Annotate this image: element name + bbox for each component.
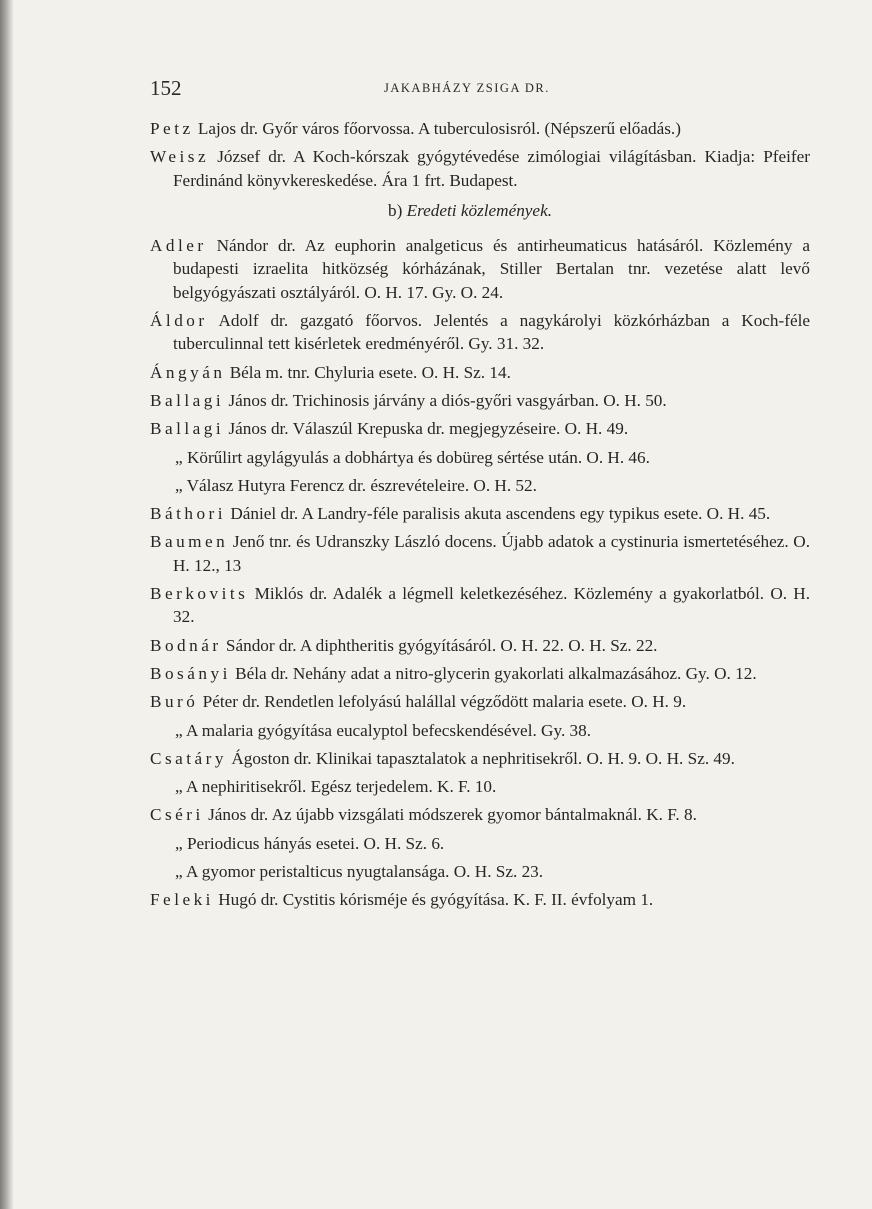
entry-author: Berkovits xyxy=(150,584,249,604)
bibliography-entry-ditto xyxy=(150,474,810,497)
ditto-mark: „ xyxy=(175,720,183,740)
bibliography-entry xyxy=(150,582,810,629)
entry-text: Ágoston dr. Klinikai tapasztalatok a nephritisekről. O. H. 9. O. H. Sz. 49. xyxy=(227,748,735,768)
ditto-mark: „ xyxy=(175,833,183,853)
entry-text: János dr. Az újabb vizsgálati módszerek gyomor bántalmaknál. K. F. 8. xyxy=(203,805,697,825)
bibliography-entry xyxy=(150,502,810,525)
bibliography-entry-ditto xyxy=(150,446,810,469)
entry-author: Ballagi xyxy=(150,390,225,410)
bibliography-entry xyxy=(150,634,810,657)
entry-text: A nephiritisekről. Egész terjedelem. K. F. 10. xyxy=(182,777,497,797)
entry-author: Ballagi xyxy=(150,419,225,439)
bibliography-entry-ditto xyxy=(150,775,810,798)
entry-text: Béla m. tnr. Chyluria esete. O. H. Sz. 14. xyxy=(225,362,511,382)
page-header xyxy=(150,76,810,100)
bibliography-entry-ditto xyxy=(150,719,810,742)
entry-text: Lajos dr. Győr város főorvossa. A tuberculosisról. (Népszerű előadás.) xyxy=(193,119,681,138)
ditto-mark: „ xyxy=(175,862,183,882)
entry-author: Bosányi xyxy=(150,663,231,683)
entry-text: Sándor dr. A diphtheritis gyógyításáról. O. H. 22. O. H. Sz. 22. xyxy=(221,635,658,655)
entry-author: Bodnár xyxy=(150,635,222,655)
bibliography-entry xyxy=(150,145,810,192)
section-title: Eredeti közlemények. xyxy=(406,200,552,220)
bibliography-entry xyxy=(150,309,810,356)
entry-text: János dr. Trichinosis járvány a diós-győri vasgyárban. O. H. 50. xyxy=(224,390,667,410)
entry-author: Ángyán xyxy=(150,362,226,382)
entry-text: Nándor dr. Az euphorin analgeticus és antirheumaticus hatásáról. Közlemény a budapesti izraelita hitközség kórházának, Stiller Bertalan tnr. vezetése alatt levő belgyógyászati osztályáról. O. H. 17. Gy. O. 24. xyxy=(173,236,810,302)
ditto-mark: „ xyxy=(175,447,183,467)
entry-text: Válasz Hutyra Ferencz dr. észrevételeire. O. H. 52. xyxy=(182,475,537,495)
bibliography-entry xyxy=(150,417,810,440)
entry-text: Körűlirt agylágyulás a dobhártya és dobüreg sértése után. O. H. 46. xyxy=(182,447,650,467)
section-heading xyxy=(150,199,810,222)
entry-text: Dániel dr. A Landry-féle paralisis akuta ascendens egy typikus esete. O. H. 45. xyxy=(226,504,771,524)
bibliography-entry xyxy=(150,662,810,685)
bibliography-entry xyxy=(150,888,810,911)
entry-author: Feleki xyxy=(150,890,214,910)
entry-text: Jenő tnr. és Udranszky László docens. Újabb adatok a cystinuria ismertetéséhez. O. H. 12., 13 xyxy=(173,532,810,575)
bibliography-list xyxy=(150,117,810,917)
bibliography-entry xyxy=(150,530,810,577)
entry-author: Áldor xyxy=(150,311,208,331)
bibliography-entry-ditto xyxy=(150,860,810,883)
bibliography-entry xyxy=(150,690,810,713)
bibliography-entry xyxy=(150,747,810,770)
entry-author: Adler xyxy=(150,236,207,256)
entry-text: A malaria gyógyítása eucalyptol befecskendésével. Gy. 38. xyxy=(182,720,592,740)
entry-author: Weisz xyxy=(150,147,210,167)
section-letter: b) xyxy=(387,200,403,220)
entry-author: Baumen xyxy=(150,532,229,552)
entry-text: Péter dr. Rendetlen lefolyású halállal végződött malaria esete. O. H. 9. xyxy=(198,692,687,712)
entry-author: Csatáry xyxy=(150,748,228,768)
bibliography-entry xyxy=(150,234,810,304)
entry-author: Báthori xyxy=(150,504,227,524)
entry-text: József dr. A Koch-kórszak gyógytévedése zimólogiai világításban. Kiadja: Pfeifer Ferdinánd könyvkereskedése. Ára 1 frt. Budapest. xyxy=(173,147,810,190)
ditto-mark: „ xyxy=(175,475,183,495)
bibliography-entry xyxy=(150,803,810,826)
ditto-mark: „ xyxy=(175,777,183,797)
entry-author: Petz xyxy=(150,119,194,138)
page-number: 152 xyxy=(150,76,182,100)
bibliography-entry xyxy=(150,389,810,412)
running-head: JAKABHÁZY ZSIGA DR. xyxy=(384,81,550,95)
entry-text: A gyomor peristalticus nyugtalansága. O. H. Sz. 23. xyxy=(182,862,544,882)
entry-text: Hugó dr. Cystitis kórisméje és gyógyítása. K. F. II. évfolyam 1. xyxy=(213,890,654,910)
entry-text: Béla dr. Nehány adat a nitro-glycerin gyakorlati alkalmazásához. Gy. O. 12. xyxy=(230,663,757,683)
entry-author: Buró xyxy=(150,692,199,712)
entry-text: Miklós dr. Adalék a légmell keletkezéséhez. Közlemény a gyakorlatból. O. H. 32. xyxy=(173,584,810,627)
entry-text: Periodicus hányás esetei. O. H. Sz. 6. xyxy=(182,833,445,853)
entry-text: János dr. Válaszúl Krepuska dr. megjegyzéseire. O. H. 49. xyxy=(224,419,629,439)
entry-text: Adolf dr. gazgató főorvos. Jelentés a nagykárolyi közkórházban a Koch-féle tuberculinnal tett kisérletek eredményéről. Gy. 31. 32. xyxy=(173,311,810,354)
entry-author: Cséri xyxy=(150,805,204,825)
bibliography-entry xyxy=(150,361,810,384)
bibliography-entry xyxy=(150,117,810,140)
bibliography-entry-ditto xyxy=(150,832,810,855)
